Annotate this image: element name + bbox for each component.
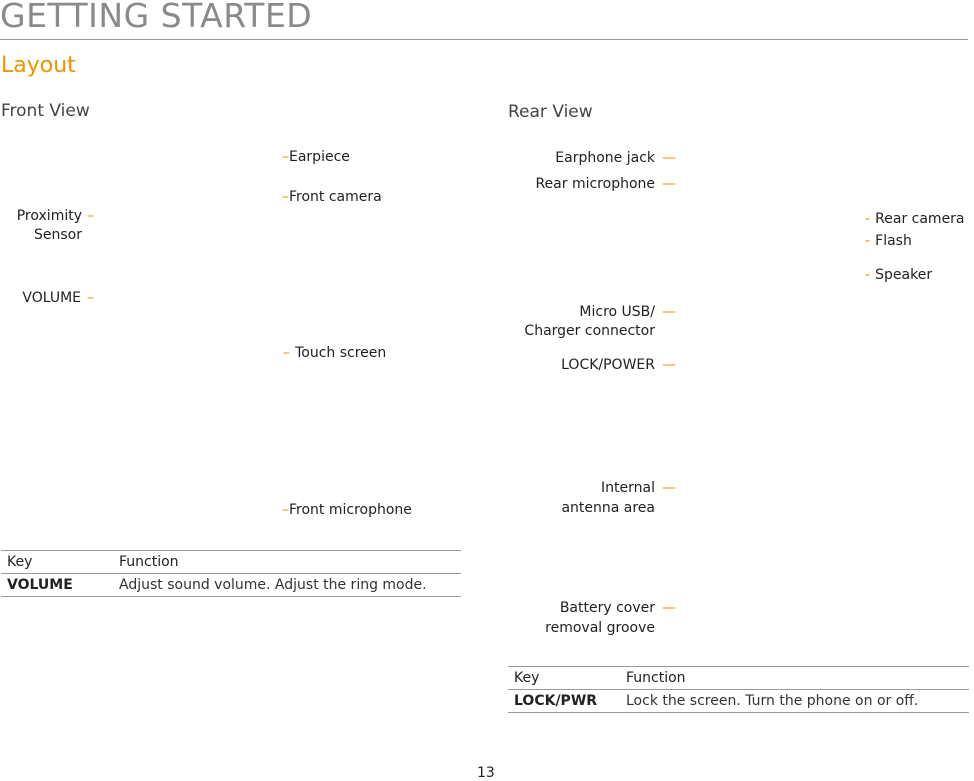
- table-row: [508, 690, 969, 713]
- front-key-table: [1, 550, 461, 597]
- rear-key-table: [508, 666, 969, 713]
- callout-dash: –: [282, 502, 289, 518]
- callout-front-camera: [282, 186, 382, 207]
- label-proximity-sensor-line2: Sensor: [34, 227, 82, 243]
- callout-dash: —: [662, 304, 676, 320]
- table-cell-function: Adjust sound volume. Adjust the ring mode.: [113, 574, 461, 597]
- callout-dash: -: [865, 267, 871, 283]
- table-cell-key: VOLUME: [1, 574, 113, 597]
- callout-touch-screen: [283, 342, 386, 363]
- callout-dash: –: [282, 149, 289, 165]
- label-earphone-jack: Earphone jack: [555, 150, 655, 166]
- label-flash: Flash: [875, 233, 912, 249]
- callout-dash: -: [865, 211, 871, 227]
- label-front-microphone: Front microphone: [289, 502, 412, 518]
- callout-dash: –: [87, 290, 94, 306]
- table-header-function: Function: [113, 551, 461, 574]
- table-header-function: Function: [620, 667, 969, 690]
- label-touch-screen: Touch screen: [295, 345, 387, 361]
- callout-front-microphone: [282, 499, 412, 520]
- page-title: GETTING STARTED: [0, 0, 313, 35]
- table-header-row: [508, 667, 969, 690]
- front-view-heading: Front View: [1, 101, 90, 121]
- callout-dash: —: [662, 480, 676, 496]
- label-internal-antenna-line2: antenna area: [561, 500, 655, 516]
- callout-dash: —: [662, 357, 676, 373]
- table-cell-key: LOCK/PWR: [508, 690, 620, 713]
- table-row: [1, 574, 461, 597]
- label-battery-cover-line2: removal groove: [545, 620, 655, 636]
- callout-dash: –: [87, 208, 94, 224]
- section-subtitle: Layout: [1, 53, 76, 78]
- label-speaker: Speaker: [875, 267, 933, 283]
- callout-earpiece: [282, 146, 350, 167]
- table-header-key: Key: [1, 551, 113, 574]
- callout-dash: —: [662, 176, 676, 192]
- callout-dash: –: [282, 189, 289, 205]
- callout-speaker: [865, 264, 932, 285]
- page-number: 13: [477, 765, 495, 781]
- label-internal-antenna-line1: Internal: [601, 480, 655, 496]
- table-cell-function: Lock the screen. Turn the phone on or off.: [620, 690, 969, 713]
- label-front-camera: Front camera: [289, 189, 382, 205]
- label-battery-cover-line1: Battery cover: [559, 600, 655, 616]
- table-header-row: [1, 551, 461, 574]
- callout-dash: —: [662, 150, 676, 166]
- label-earpiece: Earpiece: [289, 149, 350, 165]
- label-volume: VOLUME: [22, 290, 81, 306]
- label-rear-microphone: Rear microphone: [535, 176, 655, 192]
- callout-rear-camera: [865, 208, 965, 229]
- title-divider: [0, 39, 968, 40]
- callout-dash: —: [662, 600, 676, 616]
- label-micro-usb-line2: Charger connector: [524, 323, 655, 339]
- label-rear-camera: Rear camera: [875, 211, 965, 227]
- rear-view-heading: Rear View: [508, 102, 593, 122]
- label-proximity-sensor-line1: Proximity: [16, 208, 82, 224]
- callout-flash: [865, 230, 912, 251]
- label-micro-usb-line1: Micro USB/: [579, 304, 655, 320]
- table-header-key: Key: [508, 667, 620, 690]
- label-lock-power: LOCK/POWER: [561, 357, 655, 373]
- callout-dash: –: [283, 345, 290, 361]
- callout-dash: -: [865, 233, 871, 249]
